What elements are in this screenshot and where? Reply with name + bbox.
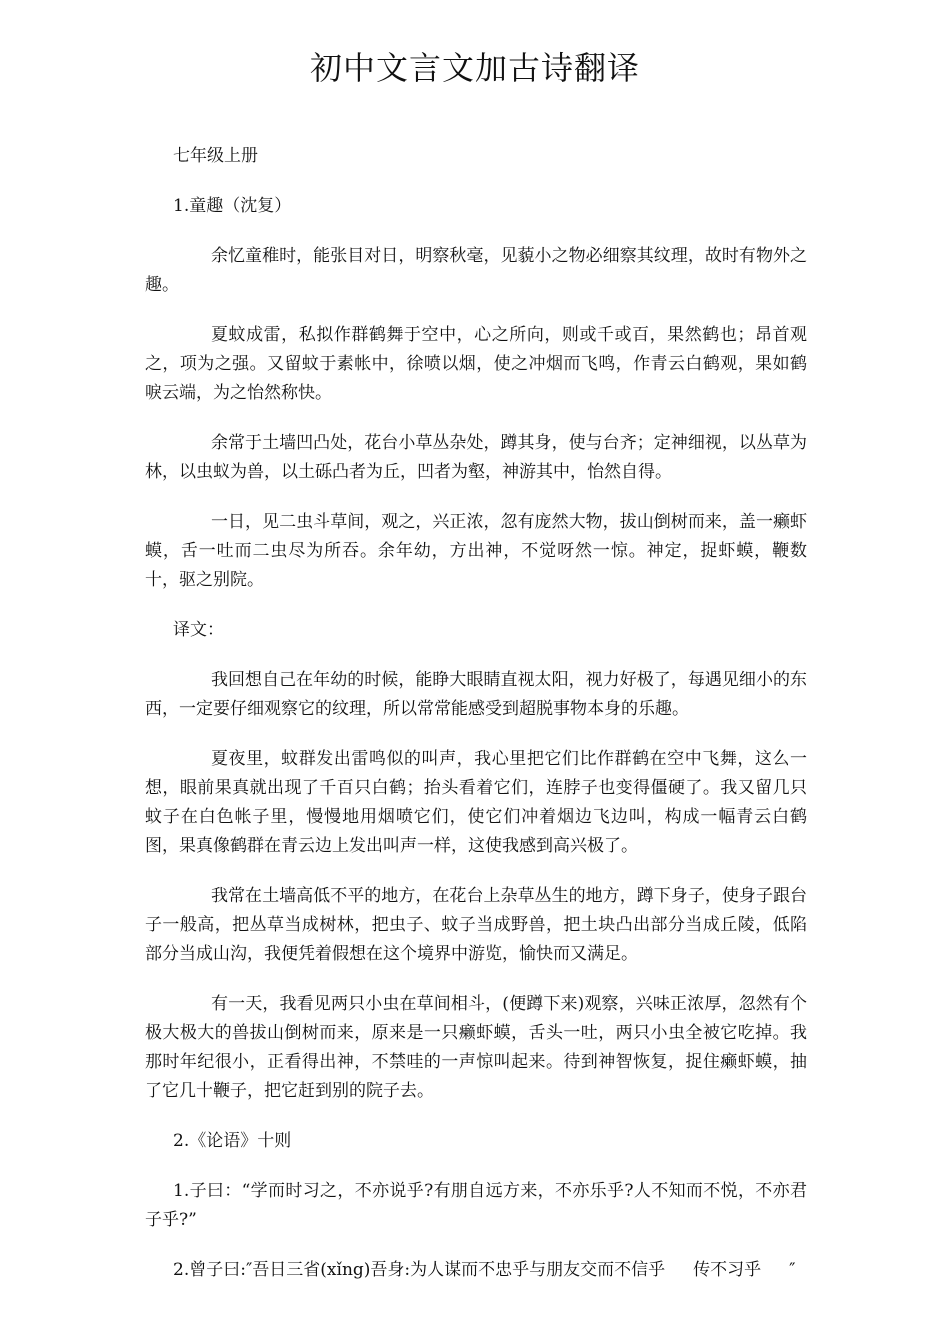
original-paragraph: 余常于土墙凹凸处，花台小草丛杂处，蹲其身，使与台齐；定神细视，以丛草为林，以虫蚁为兽，以土砾凸者为丘，凹者为壑，神游其中，怡然自得。	[145, 433, 807, 482]
document-title: 初中文言文加古诗翻译	[309, 49, 640, 87]
translation-label: 译文：	[173, 620, 224, 640]
translation-paragraph: 我常在土墙高低不平的地方，在花台上杂草丛生的地方，蹲下身子，使身子跟台子一般高，把丛草当成树林，把虫子、蚊子当成野兽，把土块凸出部分当成丘陵，低陷部分当成山沟，我便凭着假想在这个境界中游览，愉快而又满足。	[145, 886, 807, 964]
lunyu-entry	[145, 1256, 807, 1285]
grade-heading: 七年级上册	[173, 146, 258, 166]
lunyu-entry-text: 传不习乎	[693, 1260, 762, 1280]
original-paragraph: 一日，见二虫斗草间，观之，兴正浓，忽有庞然大物，拔山倒树而来，盖一癞虾蟆，舌一吐而二虫尽为所吞。余年幼，方出神，不觉呀然一惊。神定，捉虾蟆，鞭数十，驱之别院。	[145, 512, 807, 590]
translation-paragraph: 夏夜里，蚊群发出雷鸣似的叫声，我心里把它们比作群鹤在空中飞舞，这么一想，眼前果真就出现了千百只白鹤；抬头看着它们，连脖子也变得僵硬了。我又留几只蚊子在白色帐子里，慢慢地用烟喷它们，使它们冲着烟边飞边叫，构成一幅青云白鹤图，果真像鹤群在青云边上发出叫声一样，这使我感到高兴极了。	[145, 749, 807, 856]
section-heading-lunyu: 2.《论语》十则	[173, 1131, 292, 1151]
lunyu-entry-text: 2.曾子曰:″吾日三省(xǐng)吾身:为人谋而不忠乎与朋友交而不信乎	[173, 1260, 666, 1280]
document-body	[145, 142, 807, 1306]
translation-paragraph: 我回想自己在年幼的时候，能睁大眼睛直视太阳，视力好极了，每遇见细小的东西，一定要仔细观察它的纹理，所以常常能感受到超脱事物本身的乐趣。	[145, 670, 807, 719]
lunyu-entry-text: ″	[789, 1260, 796, 1280]
original-paragraph: 余忆童稚时，能张目对日，明察秋毫，见藐小之物必细察其纹理，故时有物外之趣。	[145, 246, 807, 295]
lunyu-entry: 1.子曰：“学而时习之，不亦说乎?有朋自远方来，不亦乐乎?人不知而不悦，不亦君子乎?”	[145, 1181, 807, 1230]
section-heading-tongqu: 1.童趣（沈复）	[173, 196, 292, 216]
translation-paragraph: 有一天，我看见两只小虫在草间相斗，(便蹲下来)观察，兴味正浓厚，忽然有个极大极大的兽拔山倒树而来，原来是一只癞虾蟆，舌头一吐，两只小虫全被它吃掉。我那时年纪很小，正看得出神，不禁哇的一声惊叫起来。待到神智恢复，捉住癞虾蟆，抽了它几十鞭子，把它赶到别的院子去。	[145, 994, 807, 1101]
original-paragraph: 夏蚊成雷，私拟作群鹤舞于空中，心之所向，则或千或百，果然鹤也；昂首观之，项为之强。又留蚊于素帐中，徐喷以烟，使之冲烟而飞鸣，作青云白鹤观，果如鹤唳云端，为之怡然称快。	[145, 325, 807, 403]
